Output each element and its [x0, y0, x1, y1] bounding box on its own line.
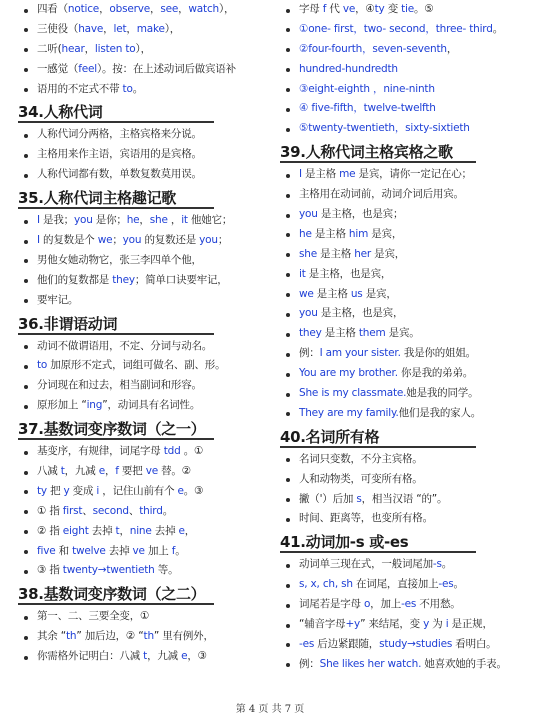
section-34-heading: 34.人称代词 — [18, 99, 270, 125]
highlighted-term: hear — [61, 42, 85, 55]
section-40-list — [280, 450, 532, 530]
highlighted-term: She is my classmate. — [299, 387, 407, 400]
list-item — [280, 0, 532, 20]
text-run: ， — [139, 214, 150, 227]
list-item — [280, 324, 532, 344]
text-run: 其余 “ — [37, 630, 66, 643]
highlighted-term: we — [97, 234, 113, 247]
highlighted-term: f — [115, 465, 119, 478]
text-run: 是宾， — [362, 287, 397, 300]
highlighted-term: study→studies — [379, 637, 453, 650]
list-item — [280, 20, 532, 40]
text-run: 是主格 — [313, 287, 351, 300]
text-run: 是正规， — [448, 618, 493, 631]
list-item — [280, 304, 532, 324]
list-item — [18, 647, 270, 667]
list-item — [280, 185, 532, 205]
text-run: 字母 — [299, 3, 323, 15]
highlighted-term: him — [348, 227, 369, 240]
list-item — [18, 396, 270, 416]
text-run: 你是我的弟弟。 — [397, 367, 474, 380]
list-item — [18, 271, 270, 291]
highlighted-term: -es — [401, 598, 417, 611]
highlighted-term: i — [445, 618, 449, 631]
highlighted-term: e — [181, 650, 188, 663]
list-item — [280, 99, 532, 119]
text-run: 、 — [82, 504, 93, 517]
highlighted-term: to — [122, 82, 133, 95]
highlighted-term: ve — [132, 544, 145, 557]
text-run: 她喜欢她的手表。 — [421, 657, 507, 670]
section-39-list — [280, 165, 532, 424]
text-run: ① 指 — [37, 504, 63, 517]
list-item — [18, 542, 270, 562]
section-41-list — [280, 555, 532, 674]
highlighted-term: notice — [67, 3, 100, 15]
text-run: 、 — [128, 504, 140, 517]
text-run: 是宾，请你一定记在心； — [355, 168, 472, 181]
text-run: 去掉 — [105, 544, 133, 557]
highlighted-term: observe — [109, 3, 150, 15]
list-item — [280, 165, 532, 185]
list-item — [18, 561, 270, 581]
text-run: ， — [446, 42, 458, 55]
highlighted-term: feel — [78, 62, 97, 75]
highlighted-term: have — [78, 22, 104, 35]
text-run: 二听( — [37, 42, 62, 55]
list-item — [280, 60, 532, 80]
text-run: 人称代词分两格，主格宾格来分说。 — [37, 128, 202, 141]
list-item — [280, 450, 532, 470]
highlighted-term: hundred-hundredth — [299, 62, 398, 75]
highlighted-term: ve — [342, 3, 356, 15]
text-run: 八减 — [37, 465, 61, 478]
highlighted-term: th — [65, 630, 77, 643]
highlighted-term: they — [299, 327, 322, 340]
highlighted-term: listen to — [94, 42, 136, 55]
text-run: ” 加后边，② “ — [76, 630, 144, 643]
text-run: ， — [103, 22, 114, 35]
text-run: 他她它； — [187, 214, 233, 227]
highlighted-term: they — [112, 273, 135, 286]
text-run: 是主格 — [321, 327, 359, 340]
highlighted-term: I am your sister. — [319, 347, 401, 360]
text-run: 是主格 — [317, 247, 355, 260]
text-run: 是宾。 — [385, 327, 420, 340]
highlighted-term: y — [423, 618, 430, 631]
highlighted-term: ③eight-eighth ，nine-ninth — [299, 82, 435, 95]
list-item — [280, 509, 532, 529]
list-item — [18, 40, 270, 60]
text-run: ， — [150, 3, 161, 15]
text-run: ， — [126, 22, 137, 35]
text-run: 是主格 — [301, 168, 340, 181]
list-item — [18, 125, 270, 145]
highlighted-term: ④ five-fifth，twelve-twelfth — [299, 102, 436, 115]
highlighted-term: twenty→twentieth — [62, 564, 155, 577]
highlighted-term: -es — [299, 637, 315, 650]
text-run: 是宾， — [368, 227, 403, 240]
text-run: 。 — [453, 578, 464, 591]
list-item — [18, 60, 270, 80]
highlighted-term: her — [354, 247, 372, 260]
highlighted-term: e — [98, 465, 105, 478]
text-run: ； — [112, 234, 123, 247]
text-run: ，九减 — [147, 650, 182, 663]
highlighted-term: -es — [438, 578, 454, 591]
text-run: 。 — [162, 504, 174, 517]
section-35-heading: 35.人称代词主格趣记歌 — [18, 185, 270, 211]
text-run: 后边紧跟随， — [314, 637, 380, 650]
highlighted-term: it — [299, 267, 306, 280]
highlighted-term: ①one- first，two- second，three- third — [299, 22, 493, 35]
highlighted-term: ⑤twenty-twentieth，sixty-sixtieth — [299, 122, 470, 135]
highlighted-term: make — [136, 22, 165, 35]
text-run: 分词现在和过去，相当副词和形容。 — [37, 379, 202, 392]
text-run: ， — [184, 524, 196, 537]
text-run: 名词只变数，不分主宾格。 — [299, 452, 423, 465]
text-run: 他们是我的家人。 — [398, 406, 482, 419]
text-run: ③ 指 — [37, 564, 63, 577]
section-36-list — [18, 337, 270, 417]
text-run: ，③ — [187, 650, 207, 663]
section-40-heading: 40.名词所有格 — [280, 424, 532, 450]
list-item — [280, 595, 532, 615]
section-38-list — [18, 607, 270, 667]
list-item — [280, 575, 532, 595]
text-run: ，相当汉语 “的”。 — [361, 492, 448, 505]
text-run: ， — [104, 465, 116, 478]
text-run: ）， — [135, 42, 151, 55]
list-item — [18, 165, 270, 185]
highlighted-term: They are my family. — [299, 406, 399, 419]
text-run: 在词尾，直接加上 — [352, 578, 439, 591]
text-run: 要把 — [118, 465, 146, 478]
section-38-heading: 38.基数词变序数词（之二） — [18, 581, 270, 607]
text-run: 一感觉（ — [37, 62, 79, 75]
list-item — [280, 384, 532, 404]
highlighted-term: see — [160, 3, 179, 15]
highlighted-term: t — [143, 650, 148, 663]
highlighted-term: th — [143, 630, 154, 643]
text-run: 是宾， — [371, 247, 406, 260]
text-run: 人称代词都有数，单数复数莫用误。 — [37, 168, 202, 181]
text-run: 。⑤ — [414, 3, 434, 15]
highlighted-term: -s — [432, 558, 442, 571]
list-item — [18, 0, 270, 20]
text-run: ，加上 — [370, 598, 402, 611]
text-run: 你需格外记明白：八减 — [37, 650, 144, 663]
list-item — [280, 285, 532, 305]
text-run: 原形加上 “ — [37, 399, 87, 412]
text-run: ”，动词具有名词性。 — [102, 399, 201, 412]
highlighted-term: +y — [345, 618, 361, 631]
highlighted-term: t — [115, 524, 120, 537]
highlighted-term: ty — [374, 3, 385, 15]
text-run: 加原形不定式，词组可做名、副、形。 — [47, 359, 226, 372]
list-item — [18, 356, 270, 376]
text-run: 看明白。 — [452, 637, 497, 650]
text-run: 是你； — [92, 214, 127, 227]
text-run: 。③ — [183, 484, 204, 497]
highlighted-term: e — [177, 484, 184, 497]
highlighted-term: he — [299, 227, 312, 240]
section-38-tail-list — [280, 0, 532, 139]
text-run: ， — [119, 524, 130, 537]
text-run: 去掉 — [88, 524, 116, 537]
list-item — [280, 205, 532, 225]
highlighted-term: I — [299, 168, 302, 181]
highlighted-term: it — [181, 214, 188, 227]
text-run: 加上 — [144, 544, 172, 557]
highlighted-term: she — [149, 214, 168, 227]
text-run: 为 — [429, 618, 446, 631]
text-run: 三使役（ — [37, 22, 79, 35]
text-run: 等。 — [154, 564, 179, 577]
list-item — [280, 404, 532, 424]
text-run: 是主格，也是宾， — [317, 307, 404, 320]
highlighted-term: ing — [86, 399, 103, 412]
highlighted-term: ty — [37, 484, 47, 497]
highlighted-term: s, x, ch, sh — [299, 578, 353, 591]
highlighted-term: ②four-fourth，seven-seventh — [299, 42, 447, 55]
list-item — [18, 80, 270, 100]
highlighted-term: s — [356, 492, 362, 505]
list-item — [280, 344, 532, 364]
text-run: ” 里有例外， — [153, 630, 214, 643]
text-run: ，记住山前有个 — [99, 484, 178, 497]
highlighted-term: second — [92, 504, 129, 517]
text-run: ；简单口诀要牢记， — [134, 273, 228, 286]
highlighted-term: She likes her watch. — [319, 657, 422, 670]
text-run: 他们的复数都是 — [37, 273, 113, 286]
text-run: 人和动物类，可变所有格。 — [299, 472, 423, 485]
highlighted-term: I — [37, 234, 40, 247]
text-run: 。 — [441, 558, 453, 571]
list-item — [18, 291, 270, 311]
text-run: 。 — [132, 82, 144, 95]
highlighted-term: let — [113, 22, 127, 35]
highlighted-term: we — [299, 287, 314, 300]
text-run: 例： — [299, 347, 320, 360]
list-item — [18, 462, 270, 482]
text-run: 撇（'）后加 — [299, 492, 357, 505]
list-item — [18, 231, 270, 251]
highlighted-term: five — [37, 544, 56, 557]
list-item — [280, 80, 532, 100]
section-37-list — [18, 442, 270, 581]
text-run: 动词不做谓语用，不定、分词与动名。 — [37, 339, 213, 352]
section-41-heading: 41.动词加-s 或-es — [280, 529, 532, 555]
text-run: 把 — [46, 484, 64, 497]
highlighted-term: y — [63, 484, 70, 497]
list-item — [280, 615, 532, 635]
text-run: 替。② — [157, 465, 191, 478]
highlighted-term: first — [62, 504, 83, 517]
text-run: 四看（ — [37, 3, 68, 15]
text-run: ” 来结尾，变 — [360, 618, 424, 631]
section-39-heading: 39.人称代词主格宾格之歌 — [280, 139, 532, 165]
list-item — [280, 40, 532, 60]
text-run: ， — [167, 214, 182, 227]
text-run: 。 — [175, 544, 186, 557]
highlighted-term: us — [350, 287, 363, 300]
text-run: 是主格，也是宾； — [317, 208, 404, 221]
text-run: 。① — [180, 445, 204, 458]
highlighted-term: t — [60, 465, 65, 478]
list-item — [280, 635, 532, 655]
list-item — [280, 245, 532, 265]
right-column — [280, 0, 532, 675]
highlighted-term: me — [339, 168, 356, 181]
page-footer: 第 4 页 共 7 页 — [235, 704, 305, 715]
text-run: 基变序，有规律，词尾字母 — [37, 445, 164, 458]
list-item — [280, 490, 532, 510]
highlighted-term: watch — [188, 3, 219, 15]
highlighted-term: e — [178, 524, 185, 537]
text-run: 她是我的同学。 — [406, 387, 479, 400]
section-34-list — [18, 125, 270, 185]
text-run: 的复数是个 — [39, 234, 98, 247]
list-item — [18, 337, 270, 357]
highlighted-term: ve — [145, 465, 158, 478]
highlighted-term: you — [122, 234, 142, 247]
list-item — [18, 442, 270, 462]
section-33-tail-list — [18, 0, 270, 99]
text-run: 主格用在动词前，动词介词后用宾。 — [299, 188, 464, 201]
text-run: 变 — [384, 3, 402, 15]
text-run: 语用的不定式不带 — [37, 82, 123, 95]
highlighted-term: you — [73, 214, 93, 227]
text-run: ， — [178, 3, 189, 15]
list-item — [18, 607, 270, 627]
text-run: 是我； — [39, 214, 74, 227]
highlighted-term: tdd — [163, 445, 181, 458]
highlighted-term: he — [126, 214, 140, 227]
section-36-heading: 36.非谓语动词 — [18, 311, 270, 337]
list-item — [280, 119, 532, 139]
text-run: ，④ — [355, 3, 375, 15]
list-item — [18, 251, 270, 271]
text-run: 是主格 — [311, 227, 349, 240]
list-item — [280, 265, 532, 285]
list-item — [280, 364, 532, 384]
text-run: ， — [84, 42, 95, 55]
text-run: 男他女她动物它，张三李四单个他， — [37, 253, 202, 266]
text-run: ）， — [219, 3, 235, 15]
list-item — [280, 655, 532, 675]
list-item — [280, 225, 532, 245]
highlighted-term: twelve — [72, 544, 106, 557]
highlighted-term: f — [322, 3, 327, 15]
highlighted-term: to — [37, 359, 48, 372]
highlighted-term: third — [139, 504, 163, 517]
section-35-list — [18, 211, 270, 310]
list-item — [18, 20, 270, 40]
text-run: 主格用来作主语，宾语用的是宾格。 — [37, 148, 202, 161]
text-run: 例： — [299, 657, 320, 670]
highlighted-term: i — [96, 484, 100, 497]
text-run: 和 — [55, 544, 73, 557]
text-run: ，九减 — [64, 465, 99, 478]
text-run: ， — [99, 3, 110, 15]
highlighted-term: nine — [129, 524, 152, 537]
text-run: ）， — [164, 22, 181, 35]
text-run: 代 — [326, 3, 343, 15]
text-run: 是主格，也是宾， — [305, 267, 392, 280]
text-run: 第一、二、三要全变，① — [37, 610, 150, 623]
list-item — [280, 555, 532, 575]
text-run: 动词单三现在式，一般词尾加 — [299, 558, 433, 571]
list-item — [280, 470, 532, 490]
text-run: 我是你的姐姐。 — [400, 347, 476, 360]
list-item — [18, 211, 270, 231]
highlighted-term: she — [299, 247, 317, 260]
text-run: 时间、距离等，也变所有格。 — [299, 512, 433, 525]
highlighted-term: f — [171, 544, 176, 557]
highlighted-term: o — [363, 598, 371, 611]
highlighted-term: you — [199, 234, 218, 247]
text-run: 。 — [492, 22, 503, 35]
highlighted-term: eight — [62, 524, 89, 537]
highlighted-term: them — [358, 327, 386, 340]
highlighted-term: I — [37, 214, 40, 227]
list-item — [18, 502, 270, 522]
highlighted-term: you — [299, 307, 318, 320]
left-column — [18, 0, 270, 667]
text-run: ② 指 — [37, 524, 63, 537]
highlighted-term: you — [299, 208, 318, 221]
section-37-heading: 37.基数词变序数词（之一） — [18, 416, 270, 442]
highlighted-term: You are my brother. — [299, 367, 398, 380]
text-run: 要牢记。 — [37, 293, 79, 306]
text-run: “辅音字母 — [299, 618, 346, 631]
list-item — [18, 145, 270, 165]
text-run: 不用愁。 — [416, 598, 461, 611]
list-item — [18, 482, 270, 502]
text-run: 词尾若是字母 — [299, 598, 364, 611]
highlighted-term: tie — [401, 3, 415, 15]
text-run: 去掉 — [151, 524, 179, 537]
list-item — [18, 522, 270, 542]
text-run: 的复数还是 — [141, 234, 200, 247]
list-item — [18, 627, 270, 647]
text-run: 变成 — [69, 484, 97, 497]
text-run: ）。按：在上述动词后做宾语补 — [96, 62, 236, 75]
list-item — [18, 376, 270, 396]
text-run: ； — [217, 234, 229, 247]
